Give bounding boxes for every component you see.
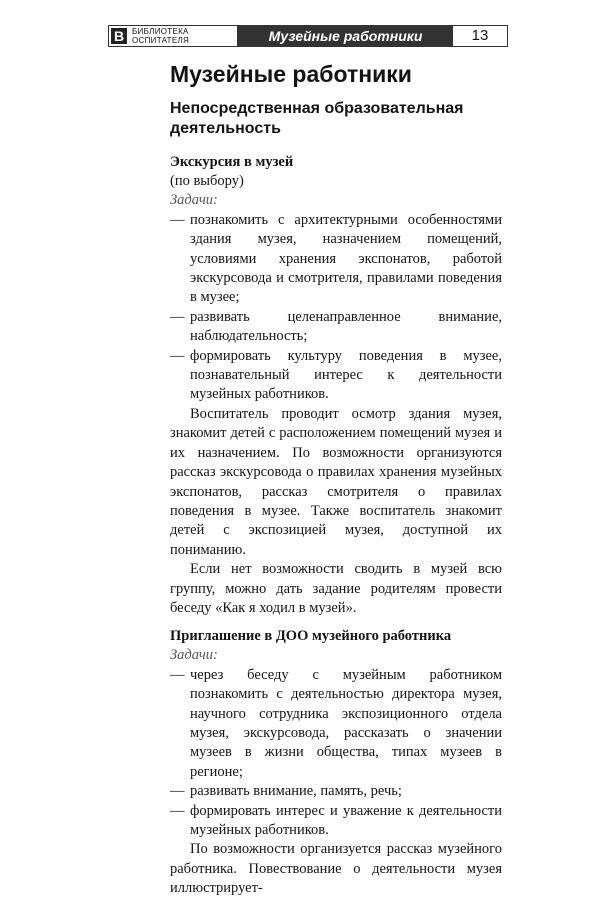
paragraph: По возможности организуется рассказ музейного работника. Повествование о деятельности музея иллюстрирует-: [170, 841, 502, 897]
section-title: Музейные работники: [238, 25, 453, 47]
series-logo-line1: БИБЛИОТЕКА: [132, 27, 189, 36]
list-item: — познакомить с архитектурными особенностями здания музея, назначением помещений, условиями хранения экспонатов, работой экскурсовода и смотрителя, правилами поведения в музее;: [170, 211, 502, 308]
activity2-title: Приглашение в ДОО музейного работника: [170, 628, 452, 645]
list-item: — развивать целенаправленное внимание, наблюдательность;: [170, 308, 502, 347]
series-logo: [108, 25, 238, 47]
paragraph: Воспитатель проводит осмотр здания музея, знакомит детей с расположением помещений музея и их назначением. По возможности организуются рассказ экскурсовода о правилах хранения музейных экспонатов, рассказ смотрителя о правилах поведения в музее. Также воспитатель знакомит детей с экспозицией музея, доступной их пониманию.: [170, 405, 502, 558]
list-item: — через беседу с музейным работником познакомить с деятельностью директора музея, научного сотрудника экспозиционного отдела музея, экскурсовода, рассказать о значении музеев в жизни общества, типах музеев в регионе;: [170, 666, 502, 782]
activity1-title: Экскурсия в музей: [170, 154, 294, 170]
page-subtitle: Непосредственная образовательная деятельность: [170, 100, 464, 137]
page-number: 13: [453, 25, 508, 47]
spacer: [170, 618, 502, 626]
activity1-tasks-label: Задачи:: [170, 192, 218, 209]
activity2-tasks-label: Задачи:: [170, 647, 218, 664]
activity2-task-list: [170, 666, 502, 841]
page-content: [170, 60, 502, 899]
paragraph: Если нет возможности сводить в музей всю группу, можно дать задание родителям провести беседу «Как я ходил в музей».: [170, 561, 502, 616]
running-header: [108, 25, 508, 47]
list-item: — развивать внимание, память, речь;: [170, 782, 502, 801]
page-title: Музейные работники: [170, 61, 412, 87]
series-logo-line2: ОСПИТАТЕЛЯ: [132, 36, 190, 45]
series-logo-letter: В: [111, 28, 127, 44]
list-item: — формировать культуру поведения в музее, познавательный интерес к деятельности музейных работников.: [170, 347, 502, 405]
activity1-note: (по выбору): [170, 173, 244, 189]
list-item: — формировать интерес и уважение к деятельности музейных работников.: [170, 802, 502, 841]
activity1-task-list: [170, 211, 502, 405]
